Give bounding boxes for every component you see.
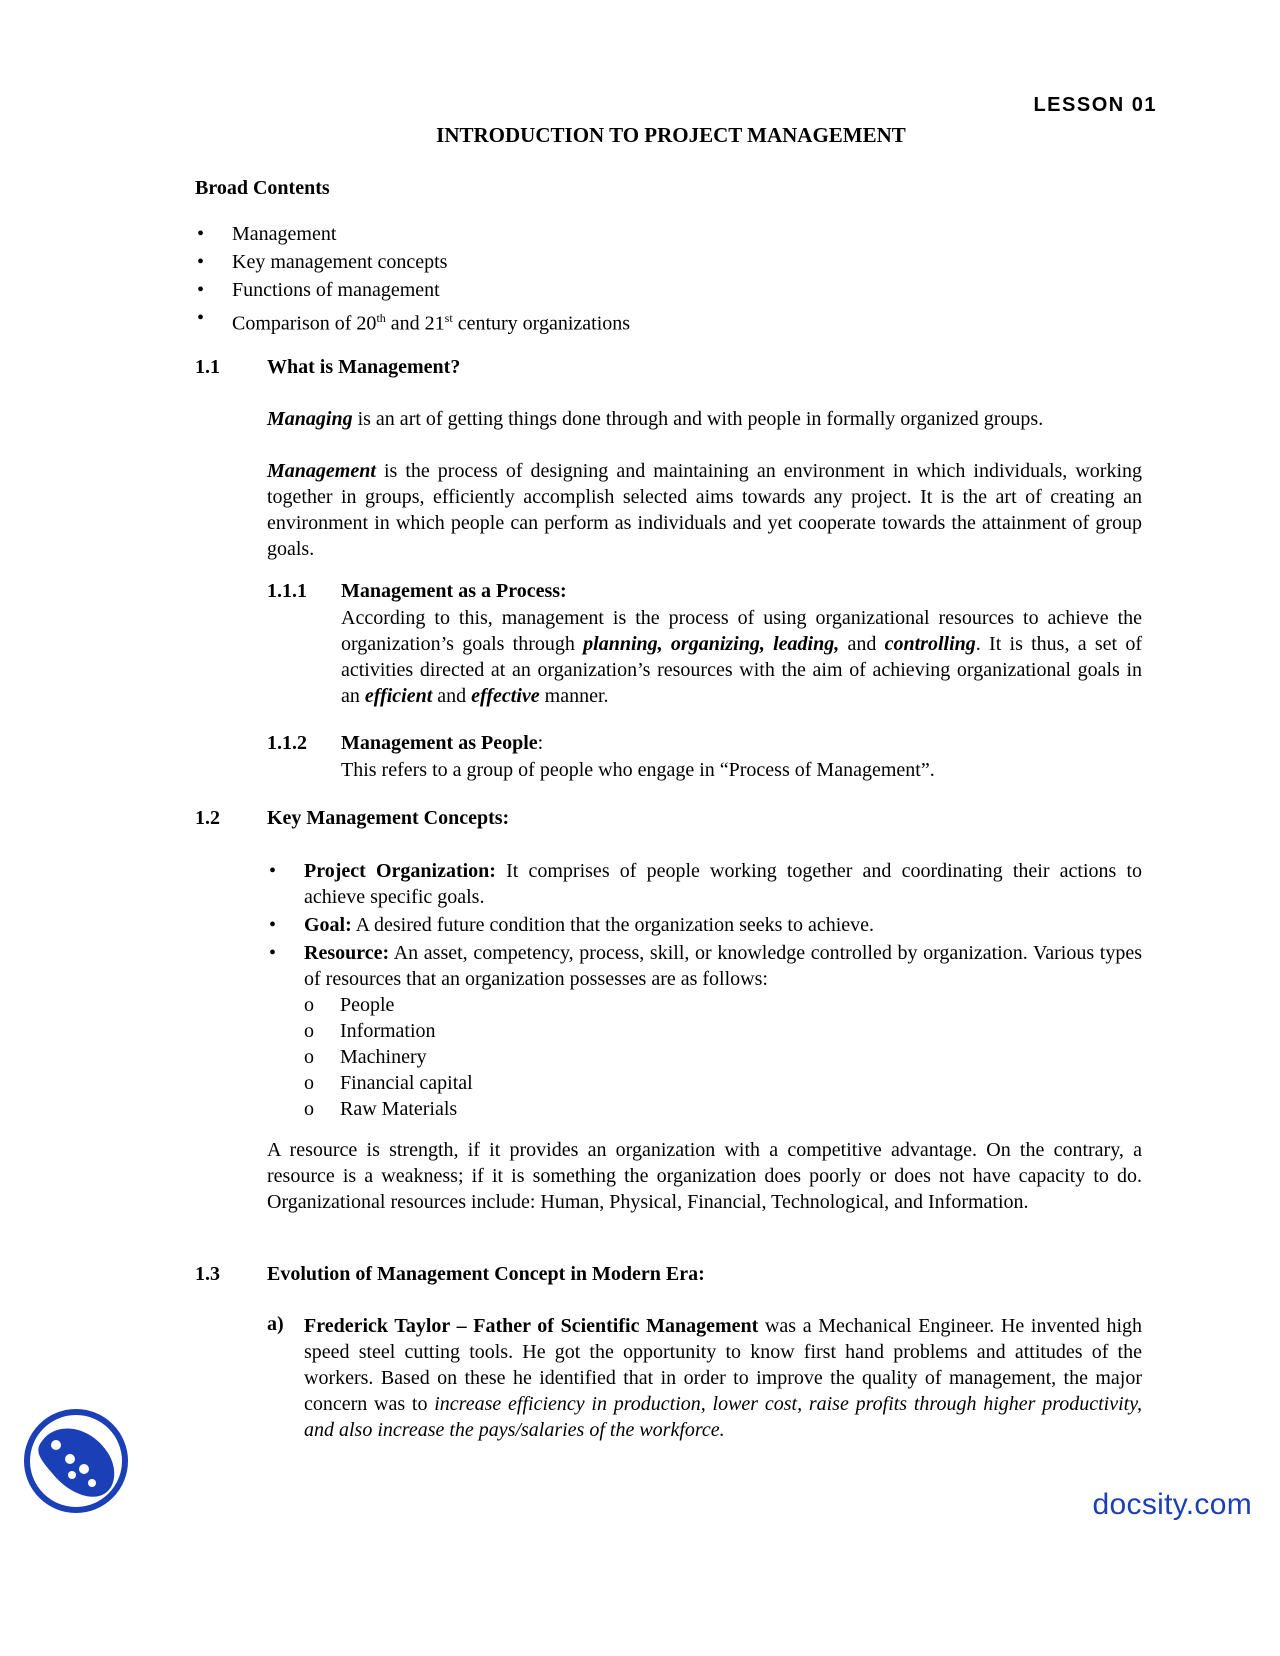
comparison-mid: and 21 (385, 312, 445, 335)
list-item: • Functions of management (195, 276, 1095, 304)
section-number-1-3: 1.3 (195, 1263, 220, 1285)
concept-term: Project Organization: (304, 860, 496, 882)
list-item (267, 940, 1142, 1122)
process-functions-emphasis: planning, organizing, leading, (583, 633, 840, 655)
management-definition (267, 458, 1142, 562)
item-label-a: a) (267, 1313, 284, 1335)
section-title-1-1-2 (341, 732, 543, 755)
managing-term: Managing (267, 408, 353, 430)
comparison-post: century organizations (452, 312, 631, 335)
taylor-term: Frederick Taylor – Father of Scientific Management (304, 1315, 759, 1337)
superscript-th: th (376, 311, 386, 325)
list-item: o People (304, 992, 1142, 1018)
list-item (195, 304, 1095, 338)
superscript-st: st (444, 311, 453, 325)
lesson-number: LESSON 01 (1033, 94, 1157, 116)
process-text-3: . It is thus, a set of activities directed at an organization’s resources with the aim of achieving organizational goals in an (341, 633, 1142, 707)
broad-contents-heading: Broad Contents (195, 177, 330, 199)
effective-emphasis: effective (471, 685, 540, 707)
list-item: o Financial capital (304, 1070, 1142, 1096)
concept-term: Resource: (304, 942, 390, 964)
section-number-1-1-1: 1.1.1 (267, 580, 307, 602)
process-text-2: and (839, 633, 885, 655)
taylor-italic-text: increase efficiency in production, lower cost, raise profits through higher productivity, and also increase the pays/salaries of the workforce. (304, 1393, 1142, 1441)
list-item: • Key management concepts (195, 248, 1095, 276)
section-number-1-1-2: 1.1.2 (267, 732, 307, 754)
management-text: is the process of designing and maintaining an environment in which individuals, working together in groups, efficiently accomplish selected aims towards any project. It is the art of creating an environment in which people can perform as individuals and yet cooperate towards the attainment of group goals. (267, 460, 1142, 560)
comparison-pre: Comparison of 20 (232, 312, 377, 335)
list-item: o Information (304, 1018, 1142, 1044)
resource-list (304, 992, 1142, 1122)
controlling-emphasis: controlling (884, 633, 976, 655)
concept-text: It comprises of people working together and coordinating their actions to achieve specific goals. (304, 860, 1143, 908)
taylor-text: was a Mechanical Engineer. He invented high speed steel cutting tools. He got the opportunity to know first hand problems and attitudes of the workers. Based on these he identified that in order to improve the quality of management, the major concern was to (304, 1315, 1142, 1415)
docsity-logo-icon (22, 1407, 130, 1515)
people-paragraph: This refers to a group of people who engage in “Process of Management”. (341, 759, 935, 781)
people-title-colon: : (537, 732, 544, 754)
process-paragraph (341, 605, 1142, 709)
section-title-1-2: Key Management Concepts: (267, 807, 510, 829)
document-title: INTRODUCTION TO PROJECT MANAGEMENT (436, 123, 906, 147)
list-item (267, 912, 1142, 938)
resource-paragraph: A resource is strength, if it provides an organization with a competitive advantage. On the contrary, a resource is a weakness; if it is something the organization does poorly or does not have capacity to do. Organizational resources include: Human, Physical, Financial, Technological, and Information. (267, 1139, 1142, 1213)
process-text-5: manner. (539, 685, 609, 707)
managing-text: is an art of getting things done through and with people in formally organized groups. (352, 408, 1044, 430)
taylor-paragraph (304, 1313, 1142, 1443)
list-item: o Machinery (304, 1044, 1142, 1070)
broad-contents-list (195, 220, 1095, 338)
key-concepts (267, 858, 1142, 1122)
concept-text: A desired future condition that the organization seeks to achieve. (351, 914, 875, 936)
docsity-brand-text[interactable]: docsity.com (1092, 1488, 1252, 1521)
process-text-4: and (432, 685, 472, 707)
management-term: Management (267, 460, 376, 482)
people-title: Management as People (341, 732, 538, 754)
list-item: o Raw Materials (304, 1096, 1142, 1122)
section-title-1-1-1: Management as a Process: (341, 580, 567, 602)
managing-definition (267, 406, 1142, 432)
efficient-emphasis: efficient (364, 685, 433, 707)
section-number-1-1: 1.1 (195, 356, 220, 378)
list-item (267, 858, 1142, 910)
process-text-1: According to this, management is the process of using organizational resources to achieve the organization’s goals through (341, 607, 1142, 655)
concept-text: An asset, competency, process, skill, or knowledge controlled by organization. Various types of resources that an organization possesses are as follows: (304, 942, 1142, 990)
section-title-1-1: What is Management? (267, 356, 461, 378)
section-number-1-2: 1.2 (195, 807, 220, 829)
list-item: • Management (195, 220, 1095, 248)
section-title-1-3: Evolution of Management Concept in Modern Era: (267, 1263, 705, 1285)
concept-term: Goal: (304, 914, 352, 936)
